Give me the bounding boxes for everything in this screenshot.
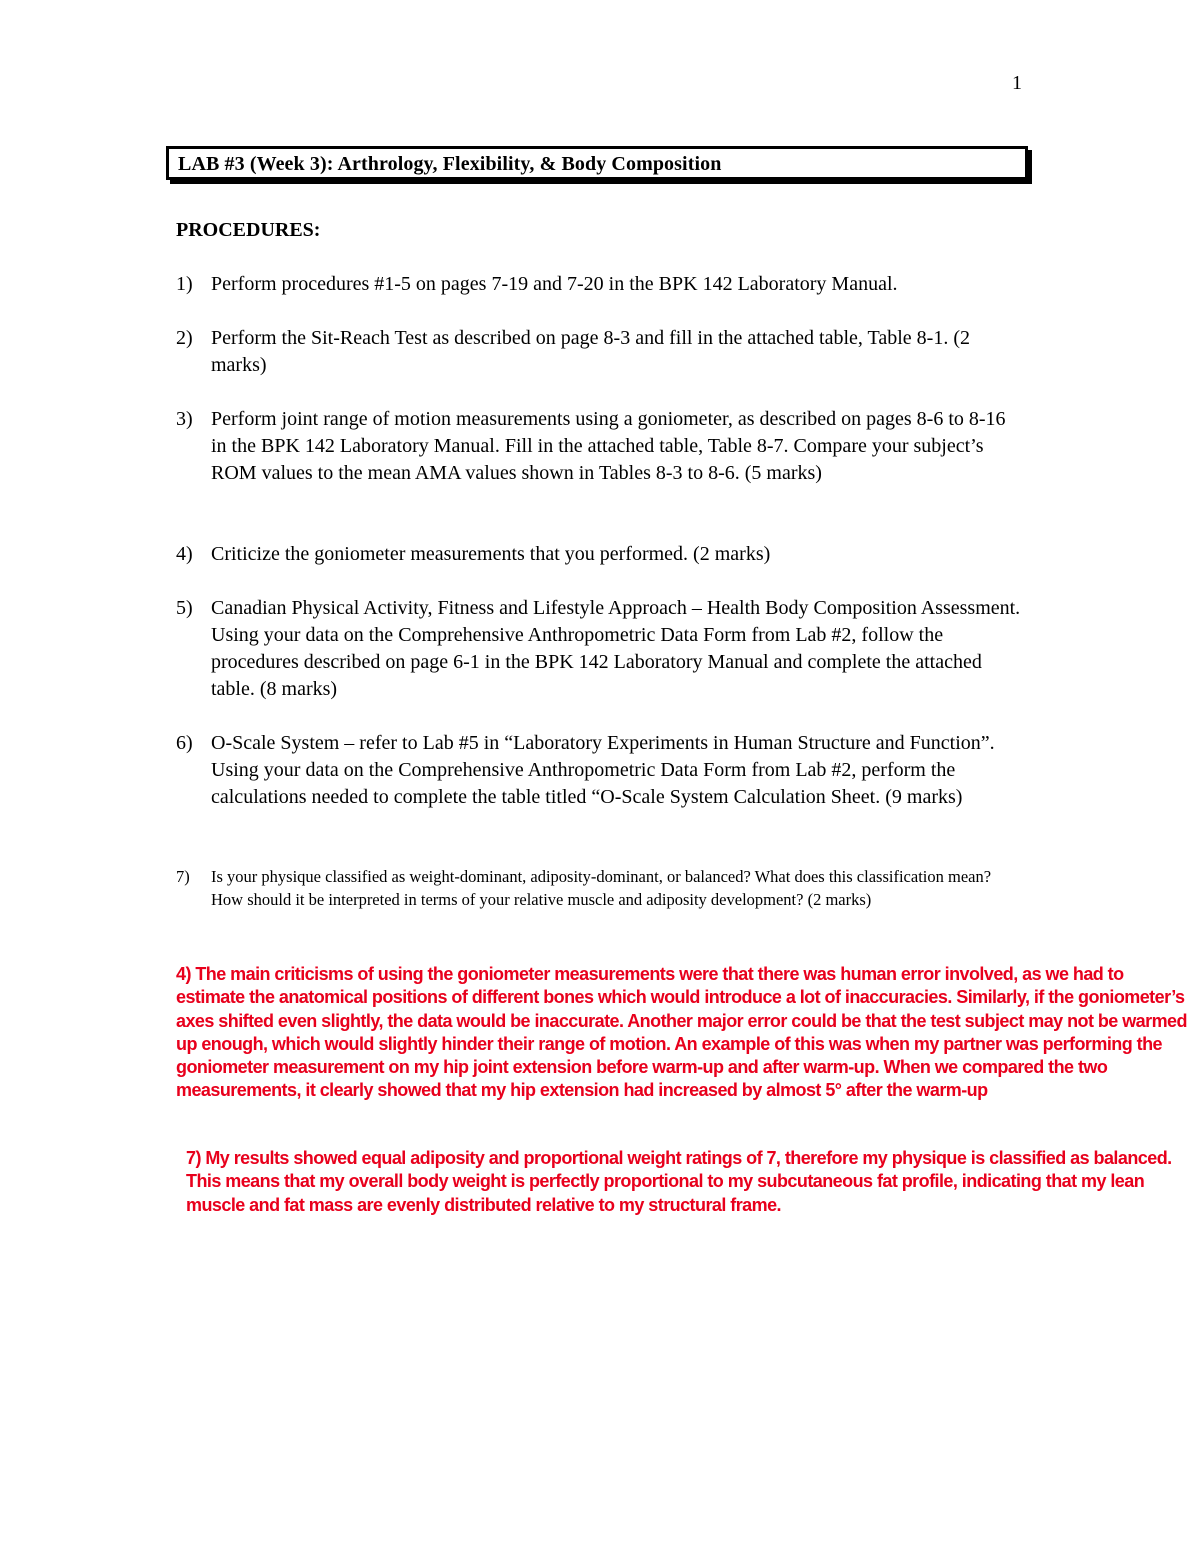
document-title: LAB #3 (Week 3): Arthrology, Flexibility, & Body Composition bbox=[178, 153, 722, 175]
answer-4-text: 4) The main criticisms of using the goniometer measurements were that there was human error involved, as we had to estimate the anatomical positions of different bones which would introduce a lot of inaccuracies. Similarly, if the goniometer’s axes shifted even slightly, the data would be inaccurate. Another major error could be that the test subject may not be warmed up enough, which would slightly hinder their range of motion. An example of this was when my partner was performing the goniometer measurement on my hip joint extension before warm-up and after warm-up. When we compared the two measurements, it clearly showed that my hip extension had increased by almost 5° after the warm-up bbox=[176, 964, 1187, 1101]
list-item-text: O-Scale System – refer to Lab #5 in “Laboratory Experiments in Human Structure and Function”. Using your data on the Comprehensive Anthropometric Data Form from Lab #2, perform the calculations needed to complete the table titled “O-Scale System Calculation Sheet. (9 marks) bbox=[211, 732, 995, 808]
list-item-text: Criticize the goniometer measurements that you performed. (2 marks) bbox=[211, 543, 771, 565]
list-item bbox=[176, 595, 1026, 703]
list-item-number: 5) bbox=[176, 597, 193, 619]
page-number: 1 bbox=[1012, 72, 1022, 94]
list-item-number: 7) bbox=[176, 867, 190, 886]
list-item-number: 3) bbox=[176, 408, 193, 430]
list-item-text: Is your physique classified as weight-dominant, adiposity-dominant, or balanced? What does this classification mean? How should it be interpreted in terms of your relative muscle and adiposity development? (2 marks) bbox=[211, 867, 992, 909]
list-item bbox=[176, 406, 1026, 487]
list-item bbox=[176, 730, 1026, 811]
list-item-number: 2) bbox=[176, 327, 193, 349]
list-item-number: 4) bbox=[176, 543, 193, 565]
list-item-text: Perform the Sit-Reach Test as described on page 8-3 and fill in the attached table, Table 8-1. (2 marks) bbox=[211, 327, 970, 376]
list-item bbox=[176, 325, 1026, 379]
title-box bbox=[166, 146, 1028, 180]
list-item-text: Perform procedures #1-5 on pages 7-19 and 7-20 in the BPK 142 Laboratory Manual. bbox=[211, 273, 898, 295]
list-item-text: Canadian Physical Activity, Fitness and Lifestyle Approach – Health Body Composition Assessment. Using your data on the Comprehensive Anthropometric Data Form from Lab #2, follow the procedures described on page 6-1 in the BPK 142 Laboratory Manual and complete the attached table. (8 marks) bbox=[211, 597, 1021, 700]
list-item-number: 1) bbox=[176, 273, 193, 295]
list-item bbox=[176, 541, 1026, 568]
answer-7-text: 7) My results showed equal adiposity and proportional weight ratings of 7, therefore my physique is classified as balanced. This means that my overall body weight is perfectly proportional to my subcutaneous fat profile, indicating that my lean muscle and fat mass are evenly distributed relative to my structural frame. bbox=[186, 1148, 1172, 1215]
list-item bbox=[176, 271, 1026, 298]
list-item-text: Perform joint range of motion measurements using a goniometer, as described on pages 8-6 to 8-16 in the BPK 142 Laboratory Manual. Fill in the attached table, Table 8-7. Compare your subject’s ROM values to the mean AMA values shown in Tables 8-3 to 8-6. (5 marks) bbox=[211, 408, 1006, 484]
list-item-number: 6) bbox=[176, 732, 193, 754]
list-item bbox=[176, 865, 1026, 911]
procedures-heading: PROCEDURES: bbox=[176, 219, 321, 241]
